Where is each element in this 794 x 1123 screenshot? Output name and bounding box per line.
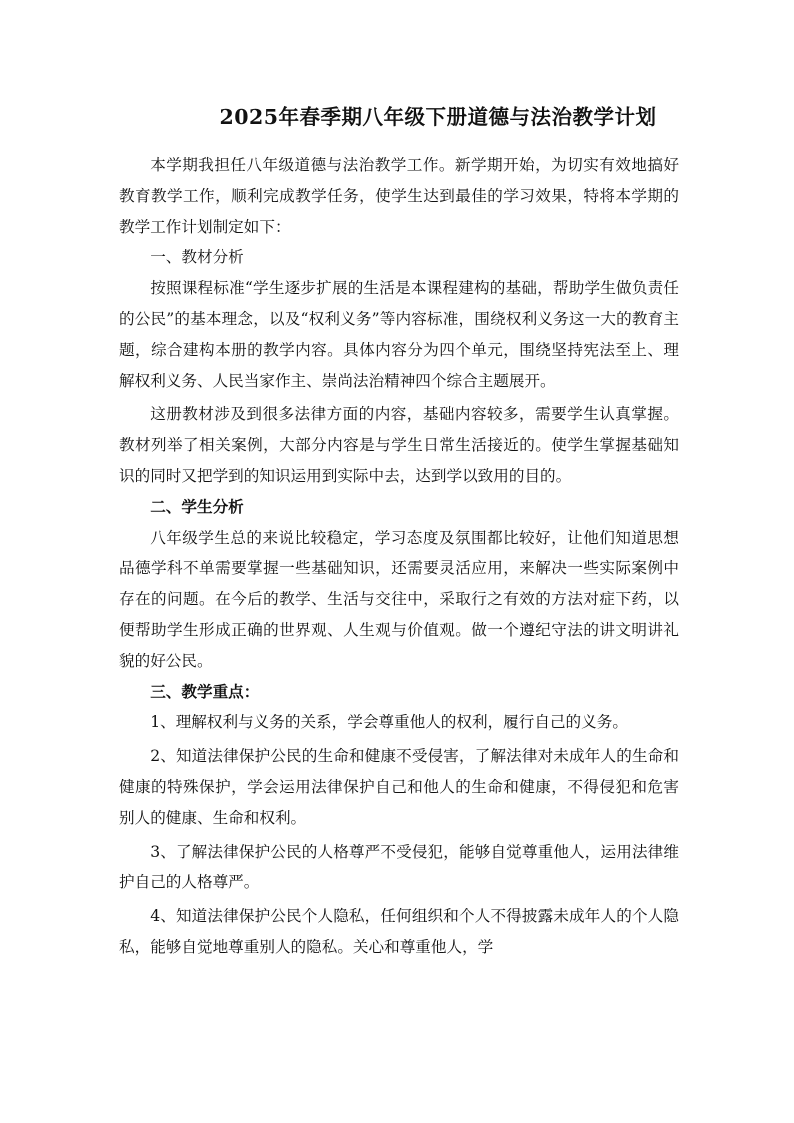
textbook-analysis-paragraph-1: 按照课程标准“学生逐步扩展的生活是本课程建构的基础，帮助学生做负责任的公民”的基本理念，以及“权利义务”等内容标准，围绕权利义务这一大的教育主题，综合建构本册的教学内容。具体内容分为四个单元，围绕坚持宪法至上、理解权利义务、人民当家作主、崇尚法治精神四个综合主题展开。 [119,279,679,390]
section-heading-textbook-analysis: 一、教材分析 [150,248,244,267]
document-body [119,150,679,963]
teaching-focus-item: 1、理解权利与义务的关系，学会尊重他人的权利，履行自己的义务。 [150,713,628,732]
teaching-focus-item: 3、了解法律保护公民的人格尊严不受侵犯，能够自觉尊重他人，运用法律维护自己的人格尊严。 [119,842,679,892]
textbook-analysis-paragraph-2: 这册教材涉及到很多法律方面的内容，基础内容较多，需要学生认真掌握。教材列举了相关案例，大部分内容是与学生日常生活接近的。使学生掌握基础知识的同时又把学到的知识运用到实际中去，达到学以致用的目的。 [119,405,679,485]
section-heading-student-analysis: 二、学生分析 [150,496,244,516]
teaching-focus-item: 4、知道法律保护公民个人隐私，任何组织和个人不得披露未成年人的个人隐私，能够自觉地尊重别人的隐私。关心和尊重他人，学 [119,907,679,956]
teaching-focus-item: 2、知道法律保护公民的生命和健康不受侵害，了解法律对未成年人的生命和健康的特殊保护，学会运用法律保护自己和他人的生命和健康，不得侵犯和危害别人的健康、生命和权利。 [119,747,679,827]
intro-paragraph: 本学期我担任八年级道德与法治教学工作。新学期开始，为切实有效地搞好教育教学工作，顺利完成教学任务，使学生达到最佳的学习效果，特将本学期的教学工作计划制定如下： [119,156,679,236]
document-title: 2025年春季期八年级下册道德与法治教学计划 [219,105,657,129]
student-analysis-paragraph: 八年级学生总的来说比较稳定，学习态度及氛围都比较好，让他们知道思想品德学科不单需要掌握一些基础知识，还需要灵活应用，来解决一些实际案例中存在的问题。在今后的教学、生活与交往中，采取行之有效的方法对症下药，以便帮助学生形成正确的世界观、人生观与价值观。做一个遵纪守法的讲文明讲礼貌的好公民。 [119,528,679,670]
section-heading-teaching-focus: 三、教学重点： [150,681,260,701]
